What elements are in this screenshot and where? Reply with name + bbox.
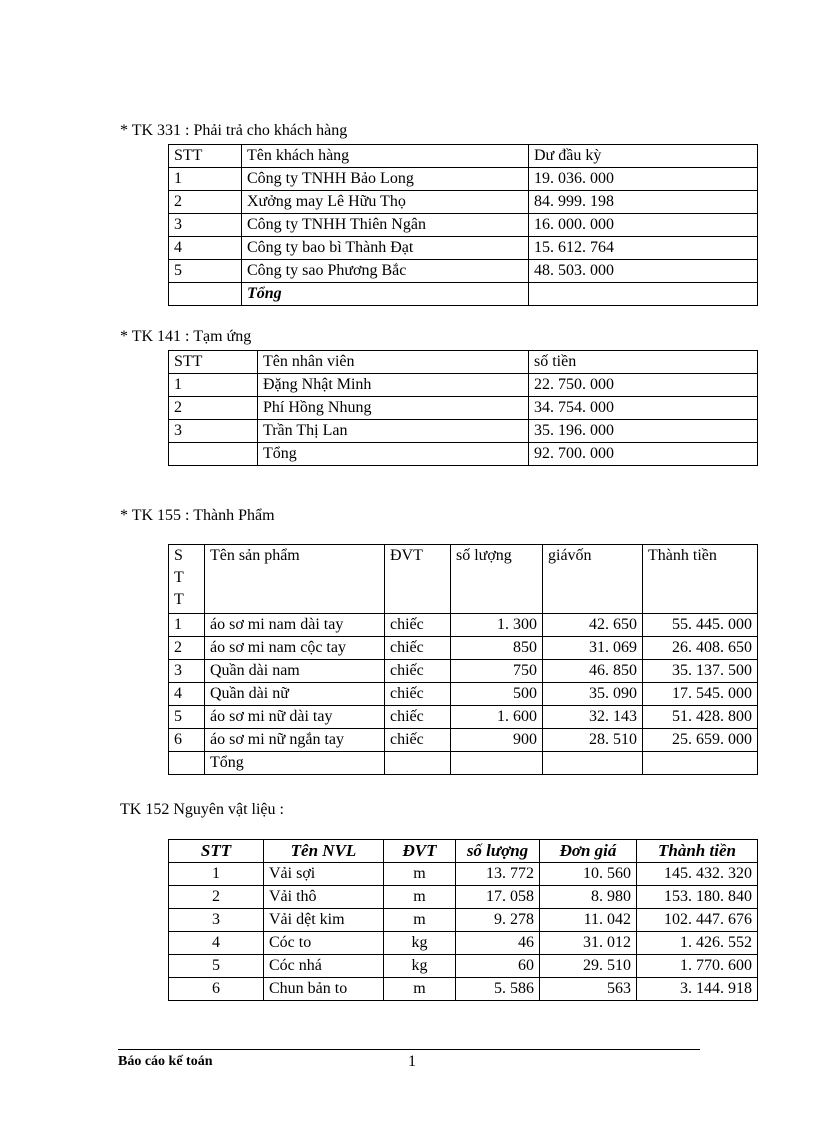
cell-unit: chiếc <box>385 683 451 706</box>
table-row <box>169 614 758 637</box>
cell-price: 563 <box>540 978 637 1001</box>
cell-amount: 22. 750. 000 <box>529 374 758 397</box>
tk155-table <box>168 544 758 775</box>
header-total-amount: Thành tiền <box>637 840 758 863</box>
total-row <box>169 443 758 466</box>
cell-price: 42. 650 <box>543 614 643 637</box>
total-label: Tổng <box>242 283 529 306</box>
table-row <box>169 863 758 886</box>
cell-quantity: 46 <box>456 932 540 955</box>
table-row <box>169 706 758 729</box>
table-header-row <box>169 840 758 863</box>
footer-text: Báo cáo kế toán <box>118 1054 213 1069</box>
table-row <box>169 374 758 397</box>
table-row <box>169 397 758 420</box>
cell-total: 17. 545. 000 <box>643 683 758 706</box>
cell-name: Quần dài nữ <box>205 683 385 706</box>
cell-stt: 6 <box>169 978 264 1001</box>
cell-stt: 2 <box>169 886 264 909</box>
cell-total: 1. 770. 600 <box>637 955 758 978</box>
cell-name: Trần Thị Lan <box>258 420 529 443</box>
cell-price: 31. 012 <box>540 932 637 955</box>
table-row <box>169 978 758 1001</box>
cell-amount: 35. 196. 000 <box>529 420 758 443</box>
table-header-row <box>169 545 758 614</box>
cell-stt: 5 <box>169 260 242 283</box>
cell-stt: 2 <box>169 191 242 214</box>
header-stt: STT <box>169 840 264 863</box>
cell-amount: 19. 036. 000 <box>529 168 758 191</box>
cell-unit: chiếc <box>385 637 451 660</box>
cell-stt: 5 <box>169 955 264 978</box>
cell-stt: 1 <box>169 168 242 191</box>
cell-price: 46. 850 <box>543 660 643 683</box>
table-row <box>169 260 758 283</box>
header-material-name: Tên NVL <box>264 840 384 863</box>
cell-name: Phí Hồng Nhung <box>258 397 529 420</box>
cell-unit: kg <box>384 955 456 978</box>
cell-stt: 2 <box>169 397 258 420</box>
tk152-title: TK 152 Nguyên vật liệu : <box>120 801 284 818</box>
cell-name: Chun bản to <box>264 978 384 1001</box>
cell-unit: m <box>384 886 456 909</box>
table-row <box>169 729 758 752</box>
cell-total: 35. 137. 500 <box>643 660 758 683</box>
total-row <box>169 283 758 306</box>
header-unit-price: Đơn giá <box>540 840 637 863</box>
cell-price: 10. 560 <box>540 863 637 886</box>
cell-name: Công ty sao Phương Bắc <box>242 260 529 283</box>
table-row <box>169 955 758 978</box>
header-customer-name: Tên khách hàng <box>242 145 529 168</box>
cell-quantity: 60 <box>456 955 540 978</box>
cell-name: áo sơ mi nữ ngắn tay <box>205 729 385 752</box>
header-cost-price: giávốn <box>543 545 643 614</box>
cell-unit: m <box>384 978 456 1001</box>
cell-name: Vải thô <box>264 886 384 909</box>
cell-name: Cóc to <box>264 932 384 955</box>
cell-empty <box>451 752 543 775</box>
cell-total: 145. 432. 320 <box>637 863 758 886</box>
cell-quantity: 900 <box>451 729 543 752</box>
cell-unit: chiếc <box>385 706 451 729</box>
cell-unit: chiếc <box>385 729 451 752</box>
cell-name: áo sơ mi nam cộc tay <box>205 637 385 660</box>
tk141-table <box>168 350 758 466</box>
cell-empty <box>169 752 205 775</box>
table-header-row <box>169 145 758 168</box>
header-total-amount: Thành tiền <box>643 545 758 614</box>
cell-unit: chiếc <box>385 614 451 637</box>
cell-unit: kg <box>384 932 456 955</box>
footer-divider <box>118 1049 700 1050</box>
header-quantity: số lượng <box>451 545 543 614</box>
cell-quantity: 750 <box>451 660 543 683</box>
table-row <box>169 637 758 660</box>
cell-total: 1. 426. 552 <box>637 932 758 955</box>
table-row <box>169 683 758 706</box>
header-quantity: số lượng <box>456 840 540 863</box>
cell-quantity: 1. 300 <box>451 614 543 637</box>
header-stt: STT <box>169 145 242 168</box>
cell-price: 35. 090 <box>543 683 643 706</box>
cell-name: áo sơ mi nữ dài tay <box>205 706 385 729</box>
total-label: Tổng <box>258 443 529 466</box>
cell-name: Cóc nhá <box>264 955 384 978</box>
table-row <box>169 660 758 683</box>
cell-name: áo sơ mi nam dài tay <box>205 614 385 637</box>
cell-quantity: 17. 058 <box>456 886 540 909</box>
cell-stt: 5 <box>169 706 205 729</box>
cell-name: Công ty bao bì Thành Đạt <box>242 237 529 260</box>
tk331-title: * TK 331 : Phải trả cho khách hàng <box>120 122 348 139</box>
cell-total: 153. 180. 840 <box>637 886 758 909</box>
header-stt: STT <box>169 351 258 374</box>
cell-price: 11. 042 <box>540 909 637 932</box>
tk155-title: * TK 155 : Thành Phẩm <box>120 507 275 524</box>
cell-name: Đặng Nhật Minh <box>258 374 529 397</box>
cell-unit: m <box>384 863 456 886</box>
cell-stt: 4 <box>169 237 242 260</box>
header-amount: số tiền <box>529 351 758 374</box>
table-row <box>169 168 758 191</box>
header-unit: ĐVT <box>384 840 456 863</box>
cell-total: 102. 447. 676 <box>637 909 758 932</box>
header-employee-name: Tên nhân viên <box>258 351 529 374</box>
cell-empty <box>169 283 242 306</box>
cell-amount: 16. 000. 000 <box>529 214 758 237</box>
cell-quantity: 13. 772 <box>456 863 540 886</box>
total-row <box>169 752 758 775</box>
cell-stt: 4 <box>169 683 205 706</box>
header-unit: ĐVT <box>385 545 451 614</box>
table-row <box>169 932 758 955</box>
cell-quantity: 9. 278 <box>456 909 540 932</box>
header-product-name: Tên sản phẩm <box>205 545 385 614</box>
table-row <box>169 909 758 932</box>
cell-price: 32. 143 <box>543 706 643 729</box>
cell-price: 29. 510 <box>540 955 637 978</box>
cell-stt: 3 <box>169 420 258 443</box>
tk331-table <box>168 144 758 306</box>
cell-stt: 3 <box>169 214 242 237</box>
cell-amount: 15. 612. 764 <box>529 237 758 260</box>
total-label: Tổng <box>205 752 385 775</box>
cell-unit: m <box>384 909 456 932</box>
cell-name: Công ty TNHH Thiên Ngân <box>242 214 529 237</box>
total-value: 92. 700. 000 <box>529 443 758 466</box>
cell-stt: 2 <box>169 637 205 660</box>
cell-empty <box>169 443 258 466</box>
cell-quantity: 1. 600 <box>451 706 543 729</box>
cell-total: 25. 659. 000 <box>643 729 758 752</box>
cell-unit: chiếc <box>385 660 451 683</box>
cell-name: Quần dài nam <box>205 660 385 683</box>
cell-amount: 48. 503. 000 <box>529 260 758 283</box>
header-stt-text: STT <box>174 547 184 608</box>
cell-stt: 1 <box>169 374 258 397</box>
cell-total: 55. 445. 000 <box>643 614 758 637</box>
cell-stt: 1 <box>169 614 205 637</box>
cell-amount: 84. 999. 198 <box>529 191 758 214</box>
cell-total: 3. 144. 918 <box>637 978 758 1001</box>
cell-name: Xưởng may Lê Hữu Thọ <box>242 191 529 214</box>
cell-name: Công ty TNHH Bảo Long <box>242 168 529 191</box>
cell-name: Vải dệt kim <box>264 909 384 932</box>
table-row <box>169 886 758 909</box>
cell-stt: 6 <box>169 729 205 752</box>
cell-name: Vải sợi <box>264 863 384 886</box>
cell-quantity: 500 <box>451 683 543 706</box>
cell-price: 31. 069 <box>543 637 643 660</box>
table-row <box>169 237 758 260</box>
page-number: 1 <box>408 1053 416 1070</box>
cell-quantity: 850 <box>451 637 543 660</box>
cell-empty <box>385 752 451 775</box>
cell-empty <box>543 752 643 775</box>
cell-quantity: 5. 586 <box>456 978 540 1001</box>
tk141-title: * TK 141 : Tạm ứng <box>120 328 252 345</box>
table-row <box>169 420 758 443</box>
table-row <box>169 214 758 237</box>
cell-stt: 3 <box>169 909 264 932</box>
table-row <box>169 191 758 214</box>
cell-total: 26. 408. 650 <box>643 637 758 660</box>
cell-empty <box>643 752 758 775</box>
cell-total: 51. 428. 800 <box>643 706 758 729</box>
cell-price: 8. 980 <box>540 886 637 909</box>
header-stt <box>169 545 205 614</box>
table-header-row <box>169 351 758 374</box>
cell-stt: 4 <box>169 932 264 955</box>
cell-stt: 1 <box>169 863 264 886</box>
header-opening-balance: Dư đầu kỳ <box>529 145 758 168</box>
cell-amount: 34. 754. 000 <box>529 397 758 420</box>
cell-price: 28. 510 <box>543 729 643 752</box>
cell-empty <box>529 283 758 306</box>
tk152-table <box>168 839 758 1001</box>
cell-stt: 3 <box>169 660 205 683</box>
